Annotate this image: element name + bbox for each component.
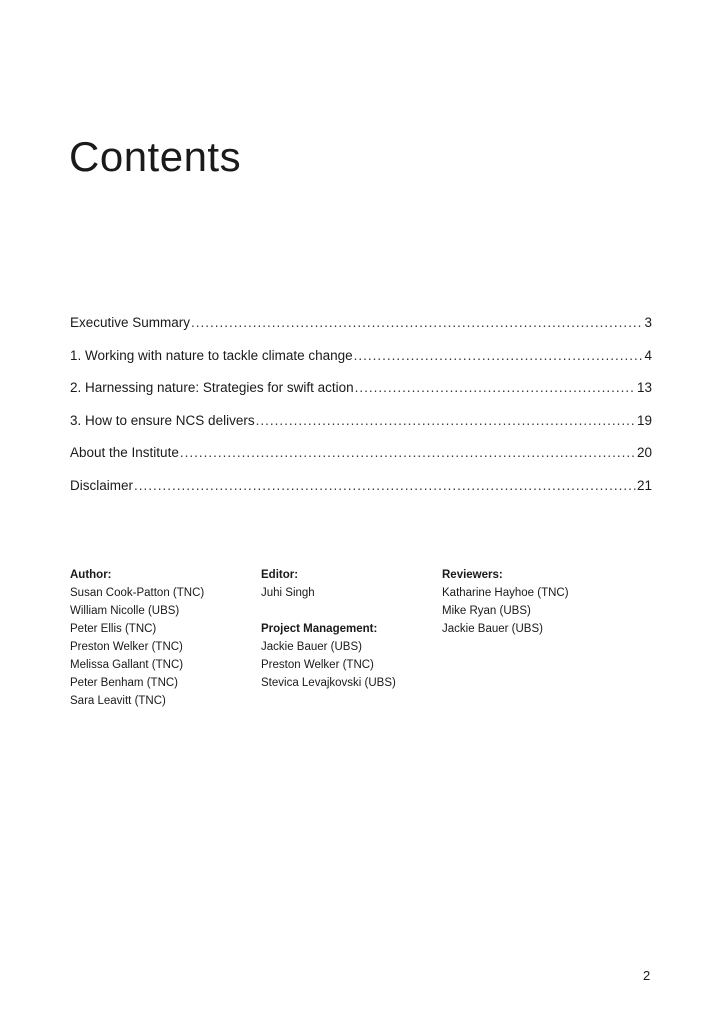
toc-leader-dots: [256, 410, 636, 431]
toc-entry-page: 19: [636, 412, 652, 428]
author-name: Peter Benham (TNC): [70, 677, 179, 689]
toc-entry-label: 3. How to ensure NCS delivers: [70, 412, 255, 428]
toc-entry-label: Disclaimer: [70, 477, 134, 493]
project-manager-name: Preston Welker (TNC): [261, 659, 374, 671]
project-manager-name: Stevica Levajkovski (UBS): [261, 677, 396, 689]
toc-entry-label: Executive Summary: [70, 315, 191, 330]
toc-leader-dots: [355, 377, 636, 398]
toc-entry-disclaimer[interactable]: [70, 475, 652, 496]
toc-entry-label: 1. Working with nature to tackle climate change: [70, 347, 353, 363]
reviewer-name: Mike Ryan (UBS): [442, 605, 531, 617]
toc-leader-dots: [354, 345, 644, 366]
toc-leader-dots: [134, 475, 636, 496]
editor-credits: [261, 566, 396, 692]
project-management-heading: Project Management:: [261, 623, 378, 635]
table-of-contents: [70, 312, 652, 507]
reviewers-heading: Reviewers:: [442, 569, 503, 581]
toc-entry-chapter-2[interactable]: [70, 377, 652, 398]
reviewer-credits: [442, 566, 569, 638]
author-name: Melissa Gallant (TNC): [70, 659, 184, 671]
author-name: Susan Cook-Patton (TNC): [70, 587, 205, 599]
toc-entry-page: 4: [644, 347, 652, 363]
toc-leader-dots: [191, 312, 643, 333]
reviewer-name: Jackie Bauer (UBS): [442, 623, 543, 635]
author-name: Sara Leavitt (TNC): [70, 695, 166, 707]
toc-entry-page: 13: [636, 380, 652, 395]
author-name: Peter Ellis (TNC): [70, 623, 157, 635]
toc-entry-label: About the Institute: [70, 445, 179, 460]
page-number: 2: [643, 968, 651, 983]
toc-entry-page: 20: [636, 445, 652, 460]
author-name: William Nicolle (UBS): [70, 605, 180, 617]
toc-entry-executive-summary[interactable]: [70, 312, 652, 333]
spacer: [261, 602, 396, 620]
toc-entry-about-the-institute[interactable]: [70, 442, 652, 463]
author-heading: Author:: [70, 569, 112, 581]
editor-heading: Editor:: [261, 569, 299, 581]
toc-entry-page: 21: [636, 477, 652, 493]
editor-name: Juhi Singh: [261, 587, 315, 599]
reviewer-name: Katharine Hayhoe (TNC): [442, 587, 569, 599]
toc-leader-dots: [180, 442, 636, 463]
author-name: Preston Welker (TNC): [70, 641, 183, 653]
toc-entry-page: 3: [644, 315, 652, 330]
project-manager-name: Jackie Bauer (UBS): [261, 641, 362, 653]
page-title: Contents: [69, 133, 242, 180]
author-credits: [70, 566, 204, 710]
toc-entry-label: 2. Harnessing nature: Strategies for swift action: [70, 380, 354, 395]
toc-entry-chapter-3[interactable]: [70, 410, 652, 431]
toc-entry-chapter-1[interactable]: [70, 345, 652, 366]
